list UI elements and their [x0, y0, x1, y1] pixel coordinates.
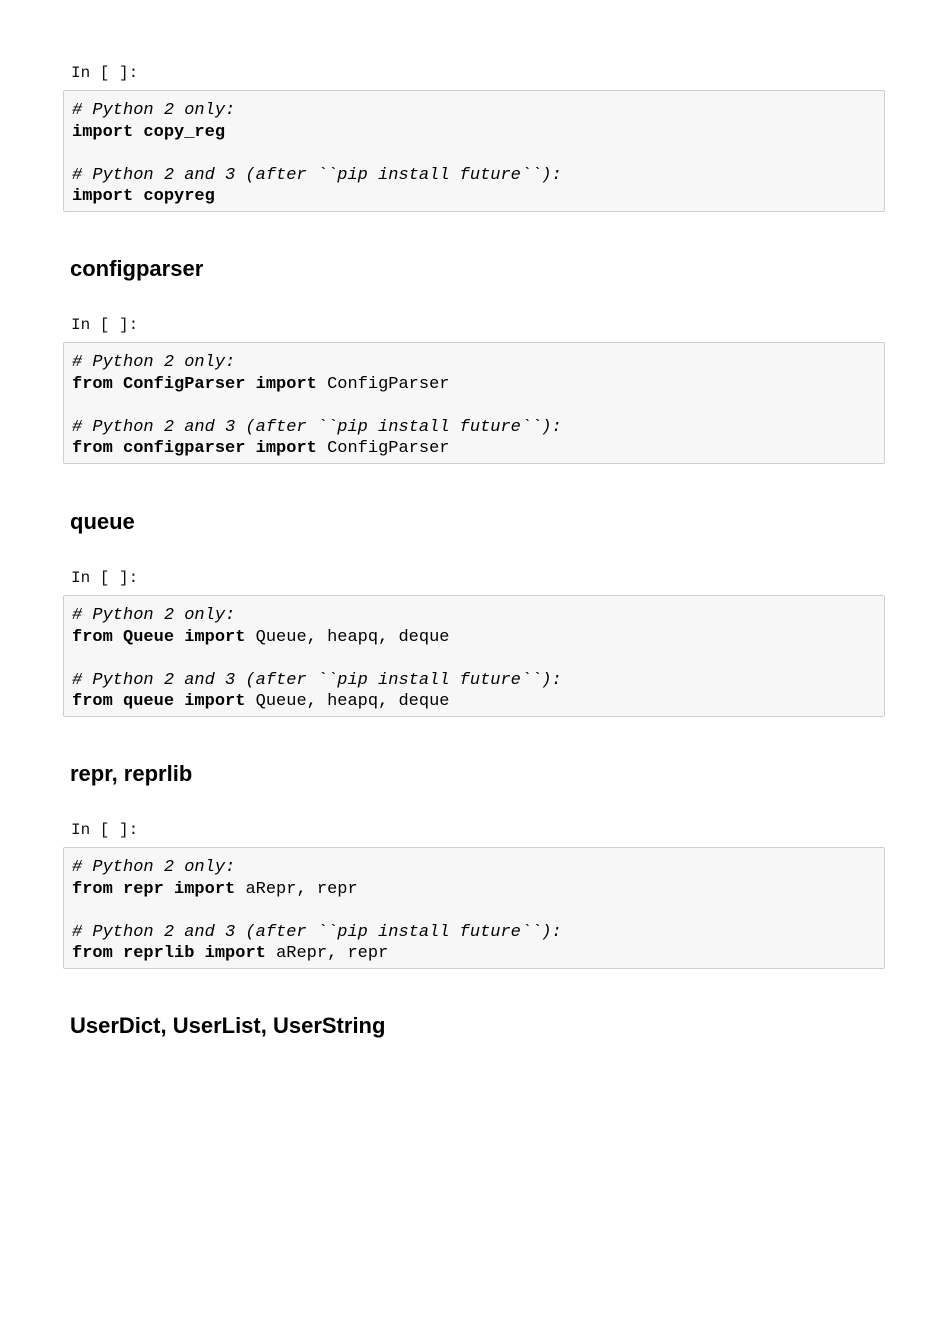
code-comment: # Python 2 and 3 (after ``pip install future``):	[72, 417, 562, 437]
code-line	[72, 879, 876, 901]
code-line	[72, 627, 876, 649]
blank-line	[72, 900, 876, 922]
imported-names: aRepr, repr	[245, 879, 358, 899]
module-name: copy_reg	[143, 122, 226, 142]
code-line	[72, 943, 876, 965]
code-comment: # Python 2 only:	[72, 606, 236, 625]
keyword: import	[72, 187, 134, 207]
keyword: from	[72, 944, 113, 964]
imported-names: aRepr, repr	[276, 944, 389, 964]
code-line	[72, 374, 876, 396]
keyword: from	[72, 692, 113, 712]
cell-prompt: In [ ]:	[71, 821, 139, 839]
section-heading-configparser: configparser	[70, 256, 204, 281]
blank-line	[72, 143, 876, 165]
code-cell[interactable]	[63, 90, 885, 212]
code-line	[72, 122, 876, 144]
keyword: import	[184, 692, 246, 712]
section-heading-repr-reprlib: repr, reprlib	[70, 761, 193, 786]
cell-prompt: In [ ]:	[71, 316, 139, 334]
code-comment: # Python 2 and 3 (after ``pip install future``):	[72, 922, 562, 942]
keyword: from	[72, 879, 113, 899]
code-line	[72, 438, 876, 460]
module-name: queue	[123, 692, 175, 712]
keyword: from	[72, 439, 113, 459]
code-line	[72, 691, 876, 713]
blank-line	[72, 395, 876, 417]
module-name: configparser	[123, 439, 246, 459]
keyword: import	[184, 627, 246, 647]
keyword: import	[255, 374, 317, 394]
imported-names: Queue, heapq, deque	[255, 627, 450, 647]
module-name: reprlib	[123, 944, 195, 964]
code-line	[72, 186, 876, 208]
code-comment: # Python 2 and 3 (after ``pip install future``):	[72, 165, 562, 185]
module-name: Queue	[123, 627, 175, 647]
code-cell[interactable]	[63, 342, 885, 464]
module-name: copyreg	[143, 187, 215, 207]
code-cell[interactable]	[63, 847, 885, 969]
imported-names: ConfigParser	[327, 374, 450, 394]
code-cell[interactable]	[63, 595, 885, 717]
keyword: import	[255, 439, 317, 459]
keyword: import	[174, 879, 236, 899]
keyword: import	[72, 122, 134, 142]
module-name: ConfigParser	[123, 374, 246, 394]
section-heading-userdict: UserDict, UserList, UserString	[70, 1013, 386, 1038]
module-name: repr	[123, 879, 164, 899]
imported-names: Queue, heapq, deque	[255, 692, 450, 712]
blank-line	[72, 648, 876, 670]
code-comment: # Python 2 only:	[72, 101, 236, 120]
section-heading-queue: queue	[70, 509, 135, 534]
keyword: import	[204, 944, 266, 964]
code-comment: # Python 2 and 3 (after ``pip install future``):	[72, 670, 562, 690]
keyword: from	[72, 374, 113, 394]
keyword: from	[72, 627, 113, 647]
imported-names: ConfigParser	[327, 439, 450, 459]
cell-prompt: In [ ]:	[71, 64, 139, 82]
code-comment: # Python 2 only:	[72, 858, 236, 877]
cell-prompt: In [ ]:	[71, 569, 139, 587]
code-comment: # Python 2 only:	[72, 353, 236, 372]
